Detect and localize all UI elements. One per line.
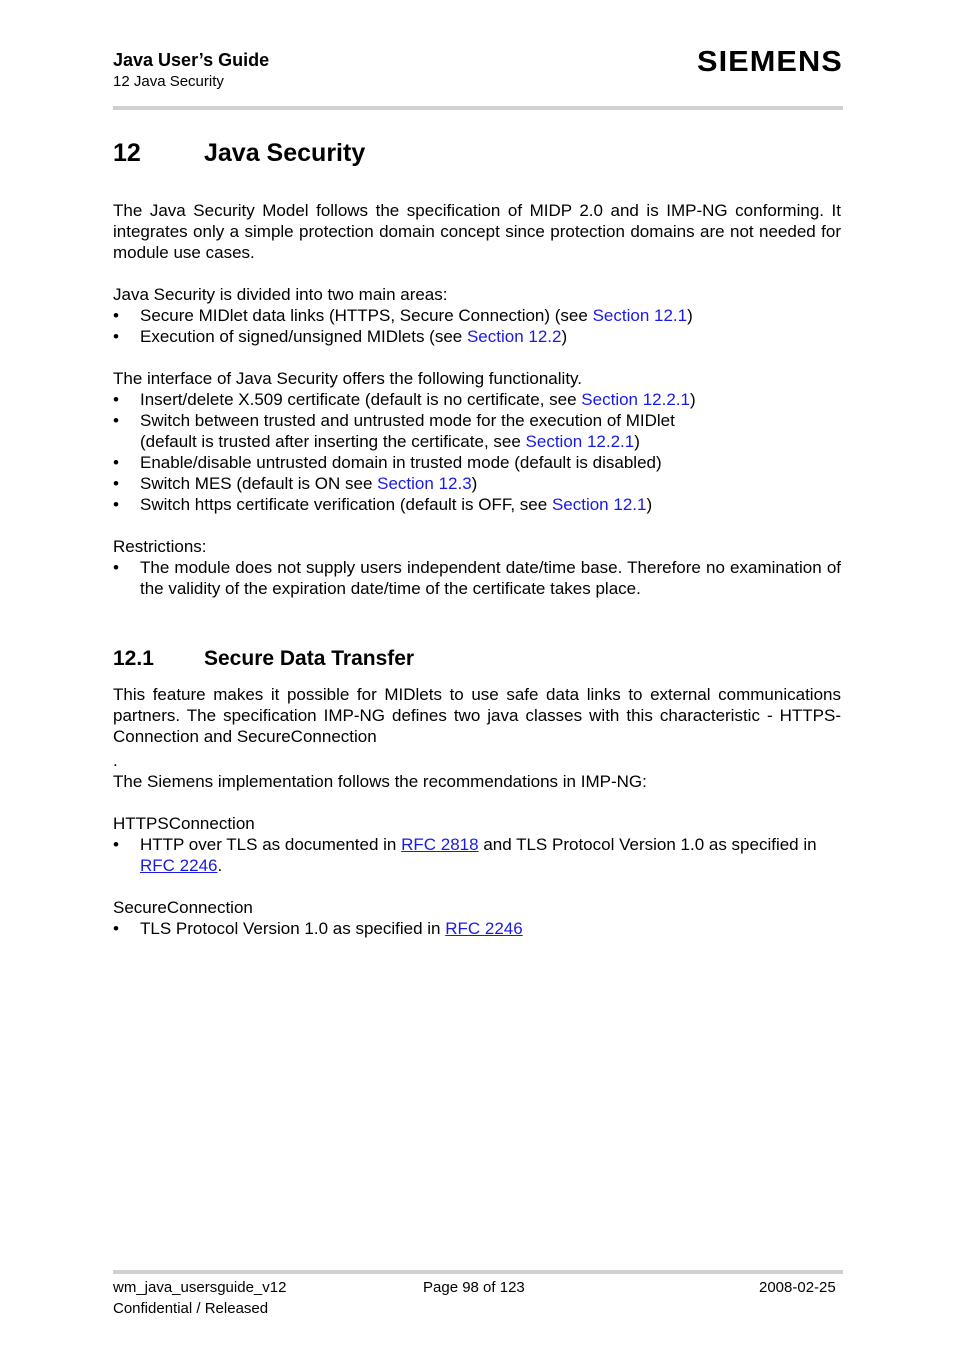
list-item: • Secure MIDlet data links (HTTPS, Secure Connection) (see Section 12.1) (113, 305, 841, 326)
header-divider (113, 106, 843, 110)
footer-status: Confidential / Released (113, 1300, 269, 1317)
footer-date: 2008-02-25 (759, 1279, 836, 1296)
rfc-link[interactable]: RFC 2818 (401, 835, 479, 854)
footer-doc-name: wm_java_usersguide_v12 (113, 1279, 287, 1296)
list-item: • Switch between trusted and untrusted mode for the execution of MIDlet (default is trusted after inserting the certificate, see Section 12.2.1) (113, 410, 841, 452)
section-link[interactable]: Section 12.2 (466, 327, 562, 346)
header-title: Java User’s Guide (113, 50, 270, 70)
interface-lead: The interface of Java Security offers the following functionality. (113, 369, 583, 388)
list-item: • TLS Protocol Version 1.0 as specified in RFC 2246 (113, 918, 841, 939)
restrictions-list (113, 557, 841, 599)
section-paragraph: This feature makes it possible for MIDlets to use safe data links to external communications partners. The specification IMP-NG defines two java classes with this characteristic - HTTPS-Connection and SecureConnection (113, 685, 841, 746)
rfc-link[interactable]: RFC 2246 (445, 919, 523, 938)
header-subtitle: 12 Java Security (113, 73, 224, 90)
chapter-heading (113, 136, 841, 172)
section-link[interactable]: Section 12.1 (592, 306, 688, 325)
implementation-note: The Siemens implementation follows the recommendations in IMP-NG: (113, 772, 647, 791)
list-item: • HTTP over TLS as documented in RFC 2818 and TLS Protocol Version 1.0 as specified in RFC 2246. (113, 834, 841, 876)
section-link[interactable]: Section 12.3 (377, 474, 472, 493)
list-item: • Execution of signed/unsigned MIDlets (see Section 12.2) (113, 326, 841, 347)
interface-list (113, 389, 841, 515)
areas-lead: Java Security is divided into two main areas: (113, 285, 448, 304)
secure-heading: SecureConnection (113, 898, 253, 917)
chapter-number: 12 (113, 139, 141, 167)
main-content (113, 136, 841, 939)
list-item: • The module does not supply users independent date/time base. Therefore no examination of the validity of the expiration date/time of the certificate takes place. (113, 557, 841, 599)
restrictions-lead: Restrictions: (113, 537, 207, 556)
siemens-logo: SIEMENS (697, 46, 843, 78)
intro-paragraph: The Java Security Model follows the specification of MIDP 2.0 and is IMP-NG conforming. It integrates only a simple protection domain concept since protection domains are not needed for module use cases. (113, 201, 841, 262)
section-heading (113, 645, 841, 673)
footer-left (113, 1277, 286, 1319)
https-list (113, 834, 841, 876)
list-item: • Switch https certificate verification (default is OFF, see Section 12.1) (113, 494, 841, 515)
list-item: • Insert/delete X.509 certificate (default is no certificate, see Section 12.2.1) (113, 389, 841, 410)
stray-dot: . (113, 751, 118, 770)
secure-list (113, 918, 841, 939)
footer-divider (113, 1270, 843, 1274)
section-title: Secure Data Transfer (204, 647, 415, 670)
footer-page-number: Page 98 of 123 (423, 1279, 525, 1296)
section-link[interactable]: Section 12.1 (551, 495, 647, 514)
rfc-link[interactable]: RFC 2246 (140, 856, 218, 875)
section-number: 12.1 (113, 647, 154, 670)
areas-list (113, 305, 841, 347)
section-link[interactable]: Section 12.2.1 (581, 390, 690, 409)
list-item: • Switch MES (default is ON see Section 12.3) (113, 473, 841, 494)
https-heading: HTTPSConnection (113, 814, 255, 833)
section-link[interactable]: Section 12.2.1 (525, 432, 635, 451)
list-item: • Enable/disable untrusted domain in trusted mode (default is disabled) (113, 452, 841, 473)
chapter-title: Java Security (204, 139, 366, 167)
